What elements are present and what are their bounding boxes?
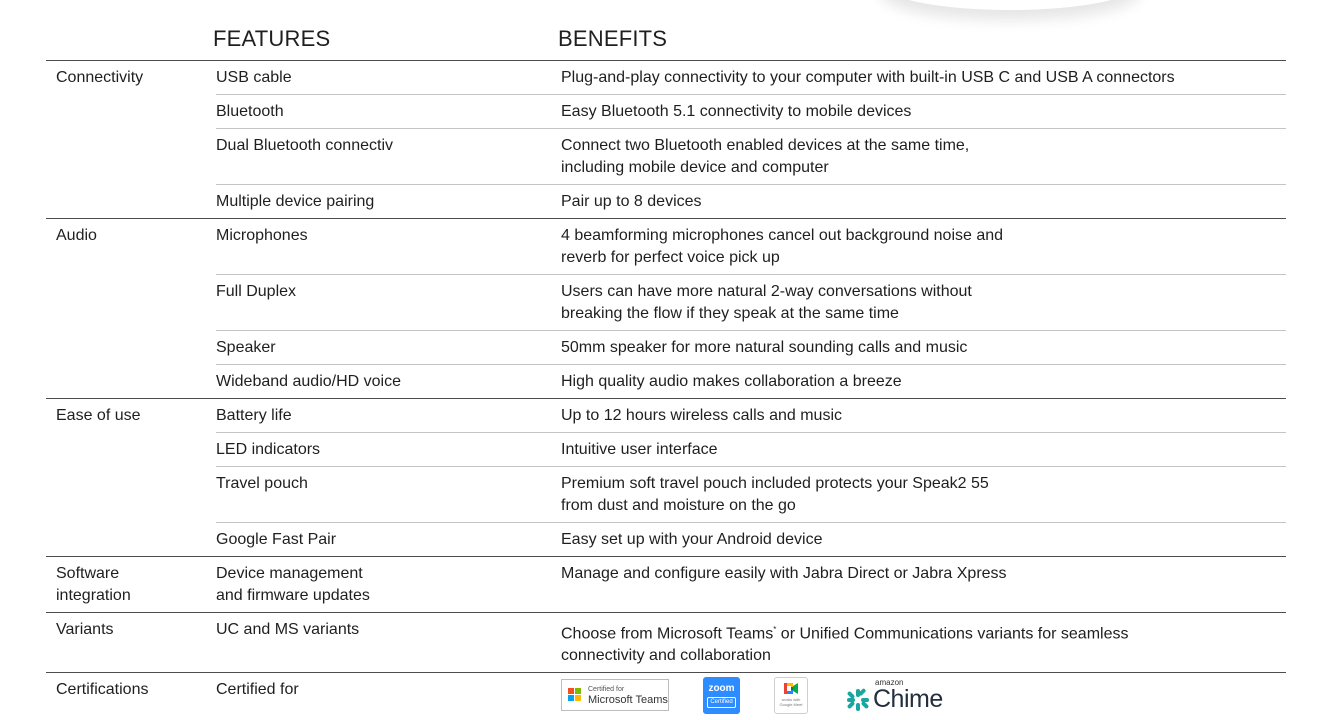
category-label: Connectivity — [56, 69, 144, 86]
zoom-logo — [703, 677, 740, 714]
feature-cell: USB cable — [216, 69, 292, 86]
table-row — [216, 61, 1286, 94]
ms-teams-small-text: Certified for — [588, 686, 625, 694]
feature-group — [46, 218, 1286, 398]
benefit-cell: Connect two Bluetooth enabled devices at the same time, including mobile device and computer — [561, 137, 970, 176]
benefit-text: or Unified Communications variants for seamless connectivity and collaboration — [561, 625, 1129, 665]
benefits-header: BENEFITS — [558, 26, 668, 51]
feature-cell: LED indicators — [216, 441, 321, 458]
feature-group — [46, 398, 1286, 556]
table-row — [216, 94, 1286, 128]
chime-small-text: amazon — [875, 677, 904, 687]
feature-cell: UC and MS variants — [216, 621, 360, 638]
feature-cell: Device management and firmware updates — [216, 565, 370, 604]
benefit-cell: Plug-and-play connectivity to your computer with built-in USB C and USB A connectors — [561, 69, 1175, 86]
feature-cell: Wideband audio/HD voice — [216, 373, 401, 390]
table-row — [216, 219, 1286, 274]
category-label: Software integration — [56, 565, 131, 604]
benefit-cell: Easy set up with your Android device — [561, 531, 823, 548]
feature-group — [46, 612, 1286, 672]
table-row — [216, 613, 1286, 672]
table-row — [216, 399, 1286, 432]
benefit-cell: 4 beamforming microphones cancel out background noise and reverb for perfect voice pick up — [561, 227, 1004, 266]
benefit-cell: Intuitive user interface — [561, 441, 718, 458]
microsoft-windows-icon — [568, 688, 582, 702]
benefit-cell: Manage and configure easily with Jabra Direct or Jabra Xpress — [561, 565, 1007, 582]
benefit-cell: Users can have more natural 2-way conversations without breaking the flow if they speak at the same time — [561, 283, 972, 322]
decorative-shadow — [880, 0, 1140, 10]
features-header: FEATURES — [213, 26, 331, 51]
table-row — [216, 522, 1286, 556]
table-row — [216, 466, 1286, 522]
benefit-cell: Easy Bluetooth 5.1 connectivity to mobile devices — [561, 103, 912, 120]
benefit-cell — [561, 619, 1286, 667]
category-label: Certifications — [56, 681, 149, 699]
amazon-chime-logo — [846, 679, 943, 712]
zoom-certified-badge: Certified — [707, 697, 735, 708]
benefit-cell: Premium soft travel pouch included protects your Speak2 55 from dust and moisture on the go — [561, 475, 989, 514]
benefit-cell: Up to 12 hours wireless calls and music — [561, 407, 843, 424]
zoom-name: zoom — [708, 683, 735, 695]
category-label: Variants — [56, 621, 114, 638]
category-label: Audio — [56, 227, 97, 244]
benefit-text: Choose from Microsoft Teams — [561, 625, 774, 643]
feature-cell: Microphones — [216, 227, 308, 244]
feature-cell: Travel pouch — [216, 475, 308, 492]
google-meet-caption: works with Google Meet — [779, 697, 803, 708]
microsoft-teams-logo — [561, 679, 669, 711]
certification-logos — [561, 679, 1286, 715]
ms-teams-big-text: Microsoft Teams — [588, 694, 668, 707]
feature-cell: Speaker — [216, 339, 276, 356]
table-row — [216, 128, 1286, 184]
benefit-cell: High quality audio makes collaboration a breeze — [561, 373, 902, 390]
feature-cell: Full Duplex — [216, 283, 297, 300]
feature-cell: Bluetooth — [216, 103, 284, 120]
table-row — [216, 184, 1286, 218]
benefit-cell: Pair up to 8 devices — [561, 193, 702, 210]
certifications-group — [46, 672, 1286, 720]
category-label: Ease of use — [56, 407, 141, 424]
table-row — [216, 274, 1286, 330]
feature-cell: Dual Bluetooth connectiv — [216, 137, 393, 154]
feature-cell: Multiple device pairing — [216, 193, 375, 210]
table-row — [216, 364, 1286, 398]
feature-cell: Certified for — [216, 681, 299, 699]
feature-group — [46, 60, 1286, 218]
google-meet-icon — [784, 683, 798, 694]
chime-icon — [846, 688, 870, 712]
benefit-cell: 50mm speaker for more natural sounding calls and music — [561, 339, 968, 356]
chime-big-text: Chime — [873, 684, 943, 713]
footnote-marker: * — [773, 625, 777, 634]
feature-cell: Google Fast Pair — [216, 531, 337, 548]
table-row — [216, 557, 1286, 612]
feature-cell: Battery life — [216, 407, 292, 424]
table-row — [216, 432, 1286, 466]
features-table — [46, 60, 1286, 720]
feature-group — [46, 556, 1286, 612]
google-meet-logo — [774, 677, 808, 714]
table-row — [216, 330, 1286, 364]
table-row — [216, 673, 1286, 720]
